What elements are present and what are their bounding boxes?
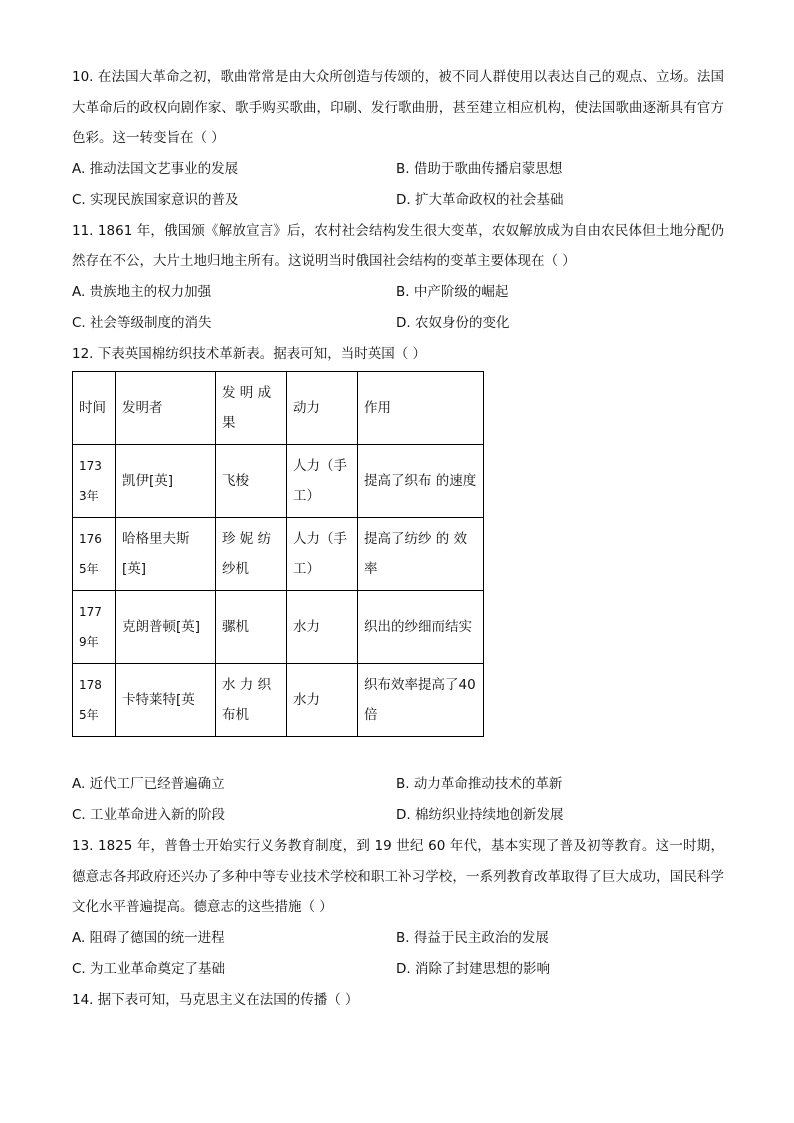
- table-row: [73, 591, 484, 664]
- exam-page: [72, 62, 724, 1015]
- question-stem: 14. 据下表可知，马克思主义在法国的传播（ ）: [72, 991, 359, 1008]
- option-a[interactable]: A. 阻碍了德国的统一进程: [72, 929, 225, 946]
- table-cell-invention: 骡机: [216, 591, 287, 664]
- table-cell-year: 1785年: [73, 664, 116, 737]
- option-d[interactable]: D. 棉纺织业持续地创新发展: [396, 807, 564, 823]
- table-cell-effect: 提高了织布 的速度: [358, 445, 484, 518]
- option-a[interactable]: A. 推动法国文艺事业的发展: [72, 160, 239, 177]
- table-cell-invention: 水 力 织布机: [216, 664, 287, 737]
- option-d[interactable]: D. 消除了封建思想的影响: [396, 960, 550, 977]
- option-c[interactable]: C. 工业革命进入新的阶段: [72, 807, 226, 823]
- table-cell-power: 人力（手工）: [287, 518, 358, 591]
- table-row: [73, 445, 484, 518]
- option-b[interactable]: B. 中产阶级的崛起: [396, 283, 509, 300]
- question-stem: 12. 下表英国棉纺织技术革新表。据表可知，当时英国（ ）: [72, 345, 427, 362]
- option-a[interactable]: A. 贵族地主的权力加强: [72, 283, 212, 300]
- option-d[interactable]: D. 农奴身份的变化: [396, 314, 510, 331]
- table-cell-effect: 织布效率提高了40倍: [358, 664, 484, 737]
- question-11: [72, 216, 724, 339]
- options-grid: [72, 277, 724, 339]
- table-cell-inventor: 哈格里夫斯[英]: [116, 518, 216, 591]
- technology-table: [72, 371, 484, 737]
- header-cell-inventor: 发明者: [116, 372, 216, 445]
- table-cell-effect: 提高了纺纱 的 效率: [358, 518, 484, 591]
- header-cell-effect: 作用: [358, 372, 484, 445]
- table-row: [73, 518, 484, 591]
- options-grid: [72, 154, 724, 216]
- header-cell-invention: 发 明 成果: [216, 372, 287, 445]
- table-cell-power: 水力: [287, 664, 358, 737]
- question-stem: 13. 1825 年，普鲁士开始实行义务教育制度，到 19 世纪 60 年代，基本实现了普及初等教育。这一时期，德意志各邦政府还兴办了多种中等专业技术学校和职工补习学校，一系列教育改革取得了巨大成功，国民科学文化水平普遍提高。德意志的这些措施（ ）: [72, 838, 724, 915]
- option-b[interactable]: B. 动力革命推动技术的革新: [396, 776, 563, 792]
- table-cell-power: 人力（手工）: [287, 445, 358, 518]
- table-cell-effect: 织出的纱细而结实: [358, 591, 484, 664]
- question-13: [72, 831, 724, 985]
- table-cell-inventor: 卡特莱特[英: [116, 664, 216, 737]
- table-header-row: [73, 372, 484, 445]
- table-cell-power: 水力: [287, 591, 358, 664]
- table-cell-year: 1779年: [73, 591, 116, 664]
- table-cell-inventor: 凯伊[英]: [116, 445, 216, 518]
- option-c[interactable]: C. 为工业革命奠定了基础: [72, 960, 226, 977]
- header-cell-power: 动力: [287, 372, 358, 445]
- option-b[interactable]: B. 得益于民主政治的发展: [396, 929, 549, 946]
- option-c[interactable]: C. 实现民族国家意识的普及: [72, 191, 239, 208]
- table-cell-year: 1765年: [73, 518, 116, 591]
- option-d[interactable]: D. 扩大革命政权的社会基础: [396, 191, 564, 208]
- options-grid: [72, 923, 724, 985]
- table-cell-invention: 珍 妮 纺纱机: [216, 518, 287, 591]
- question-14: [72, 985, 724, 1016]
- question-10: [72, 62, 724, 216]
- option-c[interactable]: C. 社会等级制度的消失: [72, 314, 212, 331]
- table-cell-year: 1733年: [73, 445, 116, 518]
- table-row: [73, 664, 484, 737]
- header-cell-time: 时间: [73, 372, 116, 445]
- options-grid: [72, 769, 724, 831]
- option-a[interactable]: A. 近代工厂已经普遍确立: [72, 776, 225, 792]
- question-stem: 10. 在法国大革命之初，歌曲常常是由大众所创造与传颂的，被不同人群使用以表达自己的观点、立场。法国大革命后的政权向剧作家、歌手购买歌曲，印刷、发行歌曲册，甚至建立相应机构，使法国歌曲逐渐具有官方色彩。这一转变旨在（ ）: [72, 69, 724, 146]
- question-12: [72, 339, 724, 832]
- table-cell-invention: 飞梭: [216, 445, 287, 518]
- question-stem: 11. 1861 年，俄国颁《解放宣言》后，农村社会结构发生很大变革，农奴解放成为自由农民体但土地分配仍然存在不公，大片土地归地主所有。这说明当时俄国社会结构的变革主要体现在（ ）: [72, 222, 724, 269]
- table-cell-inventor: 克朗普顿[英]: [116, 591, 216, 664]
- spacer: [72, 737, 724, 769]
- option-b[interactable]: B. 借助于歌曲传播启蒙思想: [396, 160, 563, 177]
